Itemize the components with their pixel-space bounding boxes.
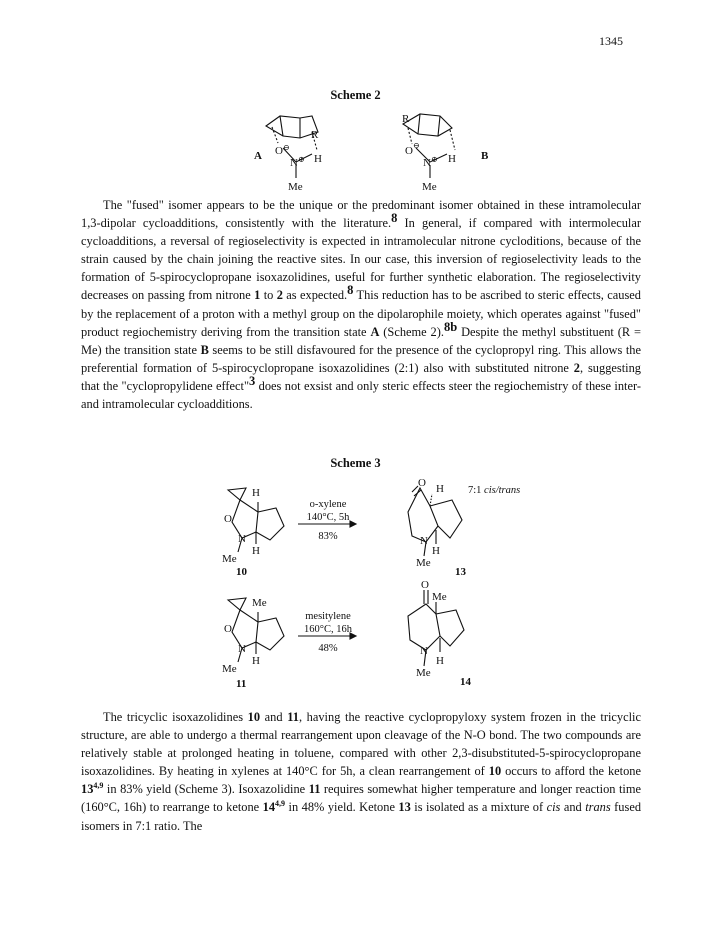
cmpd-13-nitrogen: N [420, 535, 428, 547]
para2-text: The tricyclic isoxazolidines [103, 710, 248, 724]
compound-13-label: 13 [455, 566, 466, 578]
para1-text: as expected. [282, 288, 348, 303]
ts-b-minus: ⊖ [413, 141, 420, 150]
citation: 8 [347, 283, 354, 298]
compound-ref: 1 [254, 288, 261, 303]
compound-ref: 14 [262, 800, 276, 815]
ts-b-label: B [481, 150, 489, 162]
para1-text: seems to be still disfavoured for the presence of the cyclopropyl ring. This allows the preferential formation of 5-spirocyclopropane isoxazolidines (2:1) also with substituted nitrone [81, 342, 641, 375]
para2-text: is isolated as a mixture of [410, 800, 547, 815]
cmpd-10-sub: H [252, 487, 260, 499]
cmpd-13-sub: H [436, 483, 444, 495]
para2-text: , having the reactive cyclopropyloxy system frozen in the tricyclic structure, are able to undergo a thermal rearrangement upon cleavage of the N-O bond. The two compounds are relatively stable at prolonged heating in toluene, compared with other 2,3-disubstituted-5-spirocyclopropane isoxazolidines. By heating in xylenes at 140°C for 5h, a clean rearrangement of [81, 710, 641, 779]
compound-ref: 11 [287, 710, 299, 724]
ts-b-plus: ⊕ [431, 155, 438, 164]
paragraph-1 [81, 196, 641, 413]
cmpd-10-nitrogen: N [238, 533, 246, 545]
scheme-2-structures [0, 110, 711, 200]
reaction-2-solvent: mesitylene [305, 611, 351, 622]
ts-a-plus: ⊕ [298, 155, 305, 164]
ts-ref: A [370, 324, 380, 339]
para2-text: in 48% yield. Ketone [285, 800, 399, 815]
ratio-value: 7:1 [468, 485, 482, 496]
compound-ref: 10 [247, 710, 261, 724]
ts-a-minus: ⊖ [283, 143, 290, 152]
para1-text: In general, if compared with intermolecular cycloadditions, a reversal of regioselectivity is expected in intramolecular nitrone cycloditions, because of the strain caused by the chain joining the reactive sites. In our case, this inversion of regioselectivity leads to the formation of 5-spirocyclopropane isoxazolidines, useful for further synthetic elaboration. The regioselectivity decreases on passing from nitrone [81, 216, 641, 303]
isomer-ratio [468, 484, 520, 497]
para1-text: Despite the methyl substituent (R = Me) the transition state [81, 324, 641, 357]
citation: 3 [249, 373, 256, 388]
reaction-1-yield: 83% [318, 531, 338, 542]
citation: 4,9 [275, 799, 286, 809]
scheme-2-title: Scheme 2 [330, 88, 381, 102]
para1-text: The "fused" isomer appears to be the unique or the predominant isomer obtained in these intramolecular 1,3-dipolar cycloadditions, consistently with the literature. [81, 198, 641, 231]
ts-b-r-label: R [402, 113, 410, 125]
cmpd-10-oxygen: O [224, 513, 232, 525]
ts-ref: B [200, 342, 209, 357]
reaction-1-temp-time: 140°C, 5h [306, 512, 350, 523]
compound-ref: 2 [573, 360, 580, 375]
reaction-2-temp-time: 160°C, 16h [304, 624, 352, 635]
citation: 8 [391, 210, 398, 225]
citation: 8b [443, 319, 458, 334]
reaction-2-yield: 48% [318, 643, 338, 654]
cmpd-13-h: H [432, 545, 440, 557]
ts-a-h: H [314, 153, 322, 165]
ts-b-oxygen: O [405, 145, 413, 157]
cmpd-11-oxygen: O [224, 623, 232, 635]
compound-14-label: 14 [460, 676, 471, 688]
compound-ref: 13 [398, 800, 411, 815]
ts-b-nitrogen: N [423, 157, 431, 169]
ts-a-r-label: R [311, 129, 319, 141]
reaction-1-solvent: o-xylene [309, 499, 347, 510]
citation: 4,9 [93, 781, 104, 791]
italic-term: cis [546, 800, 561, 815]
cmpd-11-me: Me [222, 663, 237, 675]
para1-text: does not exsist and only steric effects steer the regiochemistry of these inter- and intramolecular cycloadditions. [81, 378, 641, 412]
reaction-1-conditions [296, 498, 360, 524]
cmpd-13-oxygen: O [418, 478, 426, 489]
cmpd-11-sub: Me [252, 597, 267, 609]
cmpd-14-nitrogen: N [420, 645, 428, 657]
para2-text: fused isomers in 7:1 ratio. The [81, 800, 642, 833]
para1-text: to [260, 288, 277, 303]
compound-10-label: 10 [236, 566, 247, 578]
compound-ref: 13 [81, 782, 94, 797]
para2-text: and [560, 800, 586, 815]
ratio-note: cis/trans [484, 485, 521, 496]
cmpd-10-me: Me [222, 553, 237, 565]
para1-text: (Scheme 2). [379, 324, 444, 339]
ts-a-nitrogen: N [290, 157, 298, 169]
ts-a-oxygen: O [275, 145, 283, 157]
para1-text: , suggesting that the "cyclopropylidene effect" [81, 360, 641, 393]
ts-b-me: Me [422, 181, 437, 193]
cmpd-11-nitrogen: N [238, 643, 246, 655]
compound-ref: 11 [308, 782, 321, 797]
compound-11-label: 11 [236, 678, 247, 690]
para2-text: in 83% yield (Scheme 3). Isoxazolidine [103, 782, 309, 797]
cmpd-14-h: H [436, 655, 444, 667]
para2-text: requires somewhat higher temperature and longer reaction time (160°C, 16h) to rearrange to ketone [81, 782, 642, 815]
para1-text: This reduction has to be ascribed to steric effects, caused by the replacement of a proton with a methyl group on the dipolarophile moiety, which operates against "fused" product regiochemistry deriving from the transition state [81, 288, 641, 339]
italic-term: trans [585, 800, 611, 815]
compound-ref: 10 [488, 764, 502, 779]
para2-text: and [260, 710, 288, 724]
cmpd-14-me: Me [416, 667, 431, 679]
ts-a-me: Me [288, 181, 303, 193]
cmpd-11-h: H [252, 655, 260, 667]
page-number: 1345 [599, 34, 623, 48]
cmpd-10-h: H [252, 545, 260, 557]
cmpd-13-me: Me [416, 557, 431, 569]
ts-b-h: H [448, 153, 456, 165]
scheme-3-title: Scheme 3 [330, 456, 381, 470]
ts-a-label: A [254, 150, 262, 162]
para2-text: occurs to afford the ketone [501, 764, 641, 779]
cmpd-14-sub: Me [432, 591, 447, 603]
compound-ref: 2 [276, 288, 283, 303]
reaction-2-conditions [296, 610, 360, 636]
cmpd-14-oxygen: O [421, 579, 429, 591]
paragraph-2 [81, 708, 641, 835]
